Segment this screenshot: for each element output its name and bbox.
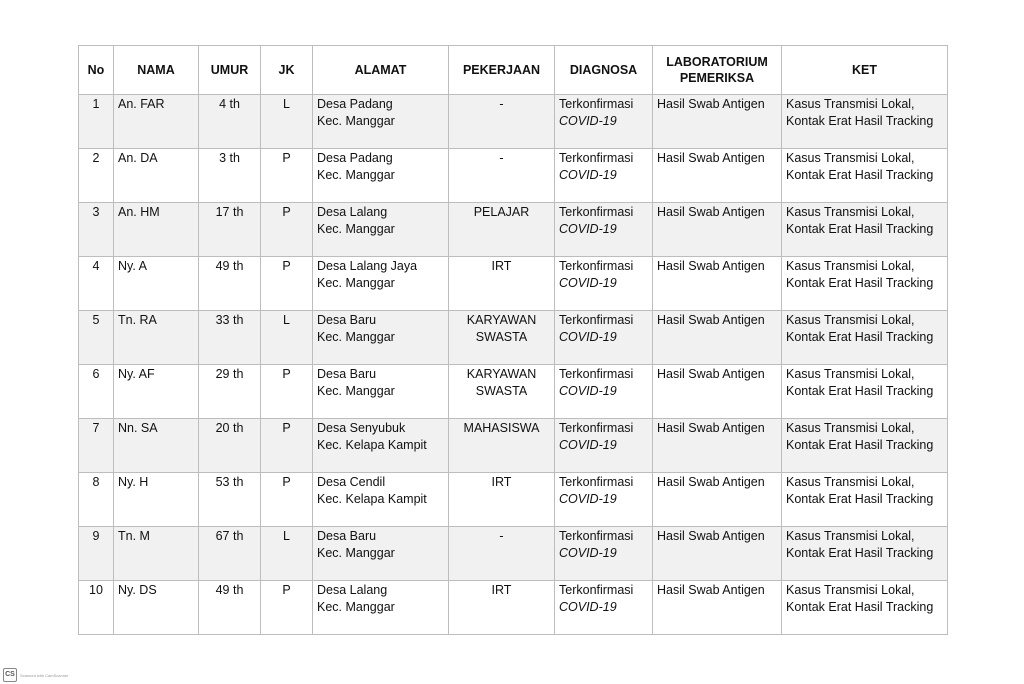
table-row — [79, 581, 948, 635]
table-cell — [114, 149, 199, 203]
cell-jk: P — [282, 475, 291, 489]
table-cell — [79, 581, 114, 635]
cell-umur: 67 th — [215, 529, 244, 543]
cell-pekerjaan-line1: MAHASISWA — [463, 421, 540, 435]
header-lab-line1: LABORATORIUM — [666, 55, 768, 69]
cell-jk: P — [282, 583, 291, 597]
cell-ket: Kasus Transmisi Lokal, Kontak Erat Hasil Tracking — [786, 529, 934, 560]
table-cell — [449, 203, 555, 257]
cell-alamat-desa: Desa Padang — [317, 151, 393, 165]
cell-diagnosa-disease: COVID-19 — [559, 492, 617, 506]
table-cell — [114, 95, 199, 149]
cell-alamat-desa: Desa Lalang — [317, 583, 388, 597]
cell-alamat-kec: Kec. Manggar — [317, 168, 395, 182]
table-row — [79, 311, 948, 365]
table-cell — [79, 203, 114, 257]
cell-nama: Ny. DS — [118, 583, 157, 597]
table-row — [79, 527, 948, 581]
table-cell — [555, 149, 653, 203]
cell-ket: Kasus Transmisi Lokal, Kontak Erat Hasil Tracking — [786, 97, 934, 128]
table-cell — [79, 257, 114, 311]
cell-diagnosa-disease: COVID-19 — [559, 330, 617, 344]
table-cell — [199, 95, 261, 149]
camscanner-logo-icon: CS — [3, 668, 17, 682]
table-cell — [313, 311, 449, 365]
table-cell — [653, 419, 782, 473]
cell-pekerjaan-line1: KARYAWAN — [466, 367, 537, 381]
cell-jk: L — [283, 529, 290, 543]
table-cell — [261, 527, 313, 581]
cell-umur: 49 th — [215, 259, 244, 273]
table-cell — [199, 257, 261, 311]
cell-nama: An. FAR — [118, 97, 165, 111]
table-cell — [199, 365, 261, 419]
header-pekerjaan: PEKERJAAN — [449, 46, 555, 95]
cell-no: 1 — [92, 97, 100, 111]
cell-laboratorium: Hasil Swab Antigen — [657, 205, 765, 219]
table-cell — [782, 473, 948, 527]
table-body — [79, 95, 948, 635]
cell-laboratorium: Hasil Swab Antigen — [657, 97, 765, 111]
scanner-watermark — [3, 668, 68, 682]
cell-umur: 29 th — [215, 367, 244, 381]
header-laboratorium — [653, 46, 782, 95]
table-cell — [79, 149, 114, 203]
table-cell — [653, 473, 782, 527]
cell-nama: Nn. SA — [118, 421, 158, 435]
table-cell — [199, 203, 261, 257]
cell-jk: P — [282, 259, 291, 273]
table-cell — [261, 203, 313, 257]
cell-pekerjaan-line2: SWASTA — [475, 330, 528, 344]
table-cell — [782, 203, 948, 257]
cell-jk: P — [282, 151, 291, 165]
cell-diagnosa-status: Terkonfirmasi — [559, 205, 634, 219]
table-cell — [449, 473, 555, 527]
cell-no: 7 — [92, 421, 100, 435]
cell-alamat-desa: Desa Senyubuk — [317, 421, 406, 435]
table-cell — [261, 95, 313, 149]
table-cell — [555, 581, 653, 635]
table-cell — [199, 419, 261, 473]
table-cell — [555, 473, 653, 527]
cell-alamat-desa: Desa Lalang — [317, 205, 388, 219]
cell-pekerjaan-line1: - — [499, 97, 504, 111]
cell-ket: Kasus Transmisi Lokal, Kontak Erat Hasil Tracking — [786, 151, 934, 182]
cell-jk: P — [282, 367, 291, 381]
table-cell — [313, 365, 449, 419]
cell-diagnosa-status: Terkonfirmasi — [559, 259, 634, 273]
cell-umur: 53 th — [215, 475, 244, 489]
cell-ket: Kasus Transmisi Lokal, Kontak Erat Hasil Tracking — [786, 313, 934, 344]
cell-no: 4 — [92, 259, 100, 273]
cell-umur: 33 th — [215, 313, 244, 327]
table-cell — [79, 365, 114, 419]
cell-alamat-kec: Kec. Manggar — [317, 222, 395, 236]
cell-diagnosa-disease: COVID-19 — [559, 384, 617, 398]
cell-laboratorium: Hasil Swab Antigen — [657, 259, 765, 273]
cell-alamat-desa: Desa Lalang Jaya — [317, 259, 418, 273]
cell-ket: Kasus Transmisi Lokal, Kontak Erat Hasil Tracking — [786, 367, 934, 398]
cell-nama: Ny. A — [118, 259, 147, 273]
table-cell — [79, 95, 114, 149]
cell-diagnosa-status: Terkonfirmasi — [559, 475, 634, 489]
cell-diagnosa-status: Terkonfirmasi — [559, 529, 634, 543]
table-cell — [782, 95, 948, 149]
cell-diagnosa-disease: COVID-19 — [559, 546, 617, 560]
table-row — [79, 95, 948, 149]
cell-diagnosa-status: Terkonfirmasi — [559, 313, 634, 327]
cell-alamat-desa: Desa Padang — [317, 97, 393, 111]
cell-no: 8 — [92, 475, 100, 489]
table-cell — [555, 365, 653, 419]
cell-alamat-desa: Desa Cendil — [317, 475, 386, 489]
table-cell — [782, 257, 948, 311]
table-cell — [555, 527, 653, 581]
header-alamat: ALAMAT — [313, 46, 449, 95]
table-cell — [555, 419, 653, 473]
cell-nama: An. DA — [118, 151, 158, 165]
table-cell — [555, 257, 653, 311]
cell-pekerjaan-line1: IRT — [491, 259, 512, 273]
table-cell — [261, 473, 313, 527]
table-cell — [313, 95, 449, 149]
table-cell — [653, 149, 782, 203]
header-lab-line2: PEMERIKSA — [679, 71, 755, 85]
table-cell — [79, 311, 114, 365]
table-cell — [199, 311, 261, 365]
table-cell — [782, 581, 948, 635]
table-cell — [653, 581, 782, 635]
cell-diagnosa-disease: COVID-19 — [559, 168, 617, 182]
cell-ket: Kasus Transmisi Lokal, Kontak Erat Hasil Tracking — [786, 475, 934, 506]
table-cell — [449, 581, 555, 635]
header-nama: NAMA — [114, 46, 199, 95]
cell-umur: 4 th — [219, 97, 240, 111]
table-cell — [313, 581, 449, 635]
cell-diagnosa-status: Terkonfirmasi — [559, 97, 634, 111]
table-cell — [114, 527, 199, 581]
cell-laboratorium: Hasil Swab Antigen — [657, 583, 765, 597]
header-ket: KET — [782, 46, 948, 95]
table-cell — [114, 473, 199, 527]
table-row — [79, 149, 948, 203]
table-cell — [114, 365, 199, 419]
table-cell — [782, 419, 948, 473]
cell-laboratorium: Hasil Swab Antigen — [657, 421, 765, 435]
table-cell — [261, 581, 313, 635]
cell-diagnosa-status: Terkonfirmasi — [559, 367, 634, 381]
cell-umur: 17 th — [215, 205, 244, 219]
cell-no: 3 — [92, 205, 100, 219]
cell-alamat-kec: Kec. Kelapa Kampit — [317, 438, 427, 452]
cell-pekerjaan-line1: - — [499, 529, 504, 543]
cell-diagnosa-disease: COVID-19 — [559, 600, 617, 614]
cell-ket: Kasus Transmisi Lokal, Kontak Erat Hasil Tracking — [786, 583, 934, 614]
header-jk: JK — [261, 46, 313, 95]
cell-umur: 3 th — [219, 151, 240, 165]
table-cell — [555, 311, 653, 365]
cell-alamat-kec: Kec. Manggar — [317, 114, 395, 128]
cell-no: 10 — [89, 583, 103, 597]
table-cell — [782, 311, 948, 365]
cell-pekerjaan-line1: IRT — [491, 583, 512, 597]
cell-diagnosa-status: Terkonfirmasi — [559, 421, 634, 435]
header-diagnosa: DIAGNOSA — [555, 46, 653, 95]
cell-pekerjaan-line1: - — [499, 151, 504, 165]
table-cell — [653, 257, 782, 311]
table-cell — [449, 419, 555, 473]
table-cell — [114, 257, 199, 311]
table-cell — [261, 365, 313, 419]
cell-nama: An. HM — [118, 205, 160, 219]
cell-ket: Kasus Transmisi Lokal, Kontak Erat Hasil Tracking — [786, 421, 934, 452]
watermark-text: Scanned with CamScanner — [20, 672, 69, 678]
table-cell — [313, 257, 449, 311]
cell-no: 5 — [92, 313, 100, 327]
cell-diagnosa-disease: COVID-19 — [559, 276, 617, 290]
table-row — [79, 473, 948, 527]
cell-laboratorium: Hasil Swab Antigen — [657, 151, 765, 165]
table-cell — [79, 473, 114, 527]
table-cell — [653, 311, 782, 365]
cell-no: 6 — [92, 367, 100, 381]
cell-alamat-kec: Kec. Kelapa Kampit — [317, 492, 427, 506]
cell-ket: Kasus Transmisi Lokal, Kontak Erat Hasil Tracking — [786, 205, 934, 236]
table-cell — [653, 527, 782, 581]
patient-table — [78, 45, 948, 635]
cell-diagnosa-disease: COVID-19 — [559, 222, 617, 236]
table-cell — [114, 419, 199, 473]
table-cell — [199, 473, 261, 527]
table-cell — [261, 311, 313, 365]
cell-nama: Ny. AF — [118, 367, 155, 381]
cell-diagnosa-status: Terkonfirmasi — [559, 583, 634, 597]
cell-jk: P — [282, 421, 291, 435]
table-cell — [261, 149, 313, 203]
table-cell — [313, 473, 449, 527]
table-cell — [449, 95, 555, 149]
cell-diagnosa-status: Terkonfirmasi — [559, 151, 634, 165]
table-cell — [653, 95, 782, 149]
cell-alamat-desa: Desa Baru — [317, 529, 377, 543]
cell-laboratorium: Hasil Swab Antigen — [657, 367, 765, 381]
cell-diagnosa-disease: COVID-19 — [559, 438, 617, 452]
table-cell — [313, 203, 449, 257]
cell-alamat-kec: Kec. Manggar — [317, 276, 395, 290]
header-no: No — [79, 46, 114, 95]
table-cell — [449, 311, 555, 365]
table-cell — [782, 149, 948, 203]
table-cell — [782, 527, 948, 581]
table-cell — [114, 311, 199, 365]
cell-alamat-kec: Kec. Manggar — [317, 600, 395, 614]
cell-alamat-desa: Desa Baru — [317, 313, 377, 327]
cell-umur: 20 th — [215, 421, 244, 435]
table-cell — [449, 149, 555, 203]
table-cell — [782, 365, 948, 419]
cell-no: 9 — [92, 529, 100, 543]
cell-laboratorium: Hasil Swab Antigen — [657, 529, 765, 543]
cell-pekerjaan-line1: KARYAWAN — [466, 313, 537, 327]
cell-no: 2 — [92, 151, 100, 165]
table-cell — [114, 203, 199, 257]
table-cell — [79, 527, 114, 581]
table-row — [79, 365, 948, 419]
cell-pekerjaan-line1: PELAJAR — [473, 205, 530, 219]
table-cell — [114, 581, 199, 635]
table-cell — [449, 257, 555, 311]
cell-ket: Kasus Transmisi Lokal, Kontak Erat Hasil Tracking — [786, 259, 934, 290]
cell-alamat-kec: Kec. Manggar — [317, 384, 395, 398]
table-cell — [555, 203, 653, 257]
table-cell — [261, 257, 313, 311]
cell-umur: 49 th — [215, 583, 244, 597]
table-cell — [199, 581, 261, 635]
table-cell — [449, 365, 555, 419]
table-cell — [313, 149, 449, 203]
table-row — [79, 257, 948, 311]
table-row — [79, 419, 948, 473]
cell-alamat-desa: Desa Baru — [317, 367, 377, 381]
cell-nama: Tn. M — [118, 529, 150, 543]
cell-jk: L — [283, 97, 290, 111]
table-cell — [313, 419, 449, 473]
cell-laboratorium: Hasil Swab Antigen — [657, 313, 765, 327]
cell-alamat-kec: Kec. Manggar — [317, 330, 395, 344]
cell-nama: Ny. H — [118, 475, 149, 489]
table-cell — [653, 365, 782, 419]
table-row — [79, 203, 948, 257]
cell-jk: P — [282, 205, 291, 219]
cell-jk: L — [283, 313, 290, 327]
table-cell — [79, 419, 114, 473]
table-cell — [449, 527, 555, 581]
table-cell — [653, 203, 782, 257]
header-umur: UMUR — [199, 46, 261, 95]
table-cell — [313, 527, 449, 581]
cell-pekerjaan-line2: SWASTA — [475, 384, 528, 398]
table-cell — [199, 527, 261, 581]
cell-diagnosa-disease: COVID-19 — [559, 114, 617, 128]
table-header-row — [79, 46, 948, 95]
cell-pekerjaan-line1: IRT — [491, 475, 512, 489]
cell-laboratorium: Hasil Swab Antigen — [657, 475, 765, 489]
cell-nama: Tn. RA — [118, 313, 157, 327]
table-cell — [555, 95, 653, 149]
table-cell — [261, 419, 313, 473]
cell-alamat-kec: Kec. Manggar — [317, 546, 395, 560]
table-cell — [199, 149, 261, 203]
